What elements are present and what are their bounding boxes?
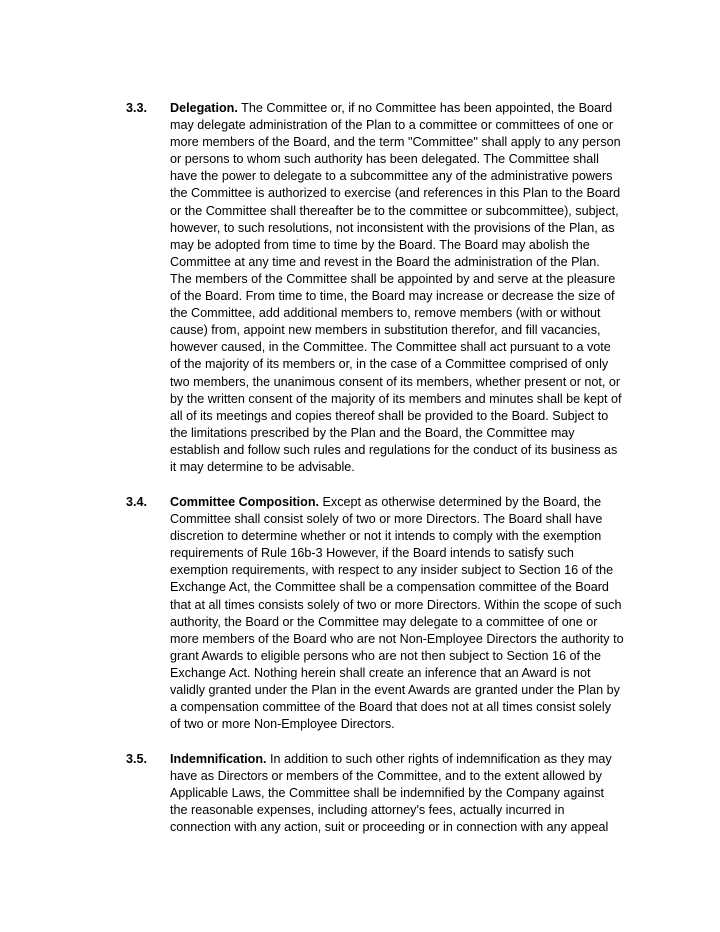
paragraph-line: more members of the Board, and the term "Committee" shall apply to any person bbox=[170, 135, 621, 150]
section-number: 3.5. bbox=[126, 752, 148, 766]
paragraph-line: the limitations prescribed by the Plan and the Board, the Committee may bbox=[170, 425, 575, 440]
paragraph-line: the reasonable expenses, including attorney's fees, actually incurred in bbox=[170, 803, 565, 818]
paragraph-line: validly granted under the Plan in the event Awards are granted under the Plan by bbox=[170, 683, 620, 698]
paragraph-line: may delegate administration of the Plan to a committee or committees of one or bbox=[170, 118, 614, 133]
paragraph-line: Applicable Laws, the Committee shall be indemnified by the Company against bbox=[170, 786, 605, 801]
paragraph-line: Delegation. The Committee or, if no Committee has been appointed, the Board bbox=[170, 101, 613, 115]
paragraph-line: however, to such resolutions, not inconsistent with the provisions of the Plan, as bbox=[170, 220, 615, 235]
paragraph-line: have as Directors or members of the Committee, and to the extent allowed by bbox=[170, 769, 602, 784]
paragraph-line: two members, the unanimous consent of its members, whether present or not, or bbox=[170, 374, 621, 389]
paragraph-line: the Committee is authorized to exercise (and references in this Plan to the Board bbox=[170, 186, 621, 201]
paragraph-line: exemption requirements, with respect to any insider subject to Section 16 of the bbox=[170, 563, 614, 578]
paragraph-line: requirements of Rule 16b-3 However, if the Board intends to satisfy such bbox=[170, 546, 574, 561]
paragraph-line: The members of the Committee shall be appointed by and serve at the pleasure bbox=[170, 271, 616, 286]
paragraph-line: by the written consent of the majority of its members and minutes shall be kept of bbox=[170, 391, 622, 406]
paragraph-line: discretion to determine whether or not it intends to comply with the exemption bbox=[170, 529, 602, 544]
paragraph-line: Committee at any time and revest in the Board the administration of the Plan. bbox=[170, 254, 600, 269]
paragraph-line: however caused, in the Committee. The Committee shall act pursuant to a vote bbox=[170, 340, 611, 355]
paragraph-line: of two or more Non-Employee Directors. bbox=[170, 717, 395, 732]
paragraph-line: have the power to delegate to a subcommittee any of the administrative powers bbox=[170, 169, 613, 184]
paragraph-line: Exchange Act. Nothing herein shall create an inference that an Award is not bbox=[170, 665, 591, 680]
paragraph-line: it may determine to be advisable. bbox=[170, 459, 355, 474]
paragraph-line: connection with any action, suit or proceeding or in connection with any appeal bbox=[170, 820, 609, 835]
paragraph-line: may be adopted from time to time by the Board. The Board may abolish the bbox=[170, 237, 590, 252]
section-heading: Indemnification. bbox=[170, 752, 267, 766]
section-body bbox=[170, 100, 640, 476]
paragraph-line: Exchange Act, the Committee shall be a compensation committee of the Board bbox=[170, 580, 609, 595]
paragraph-line: authority, the Board or the Committee may delegate to a committee of one or bbox=[170, 614, 598, 629]
paragraph-line: grant Awards to eligible persons who are not then subject to Section 16 of the bbox=[170, 648, 602, 663]
paragraph-line: of the Board. From time to time, the Board may increase or decrease the size of bbox=[170, 289, 615, 304]
section-number: 3.3. bbox=[126, 101, 148, 115]
section-number: 3.4. bbox=[126, 495, 148, 509]
paragraph-line: cause) from, appoint new members in substitution therefor, and fill vacancies, bbox=[170, 323, 601, 338]
paragraph-line: Indemnification. In addition to such other rights of indemnification as they may bbox=[170, 752, 612, 766]
paragraph-line: Committee Composition. Except as otherwise determined by the Board, the bbox=[170, 495, 602, 509]
paragraph-line: Committee shall consist solely of two or more Directors. The Board shall have bbox=[170, 512, 603, 527]
paragraph-line: establish and follow such rules and regulations for the conduct of its business as bbox=[170, 442, 618, 457]
paragraph-line: or persons to whom such authority has been delegated. The Committee shall bbox=[170, 152, 599, 167]
paragraph-line: or the Committee shall thereafter be to the committee or subcommittee), subject, bbox=[170, 203, 619, 218]
section-body bbox=[170, 494, 640, 733]
section-heading: Committee Composition. bbox=[170, 495, 320, 509]
section-body bbox=[170, 751, 640, 836]
section-heading: Delegation. bbox=[170, 101, 238, 115]
paragraph-line: that at all times consists solely of two or more Directors. Within the scope of such bbox=[170, 597, 622, 612]
paragraph-line: of the majority of its members or, in the case of a Committee comprised of only bbox=[170, 357, 609, 372]
paragraph-line: more members of the Board who are not Non-Employee Directors the authority to bbox=[170, 631, 624, 646]
paragraph-line: a compensation committee of the Board that does not at all times consist solely bbox=[170, 700, 612, 715]
paragraph-line: the Committee, add additional members to, remove members (with or without bbox=[170, 306, 601, 321]
paragraph-line: all of its meetings and copies thereof shall be provided to the Board. Subject to bbox=[170, 408, 609, 423]
